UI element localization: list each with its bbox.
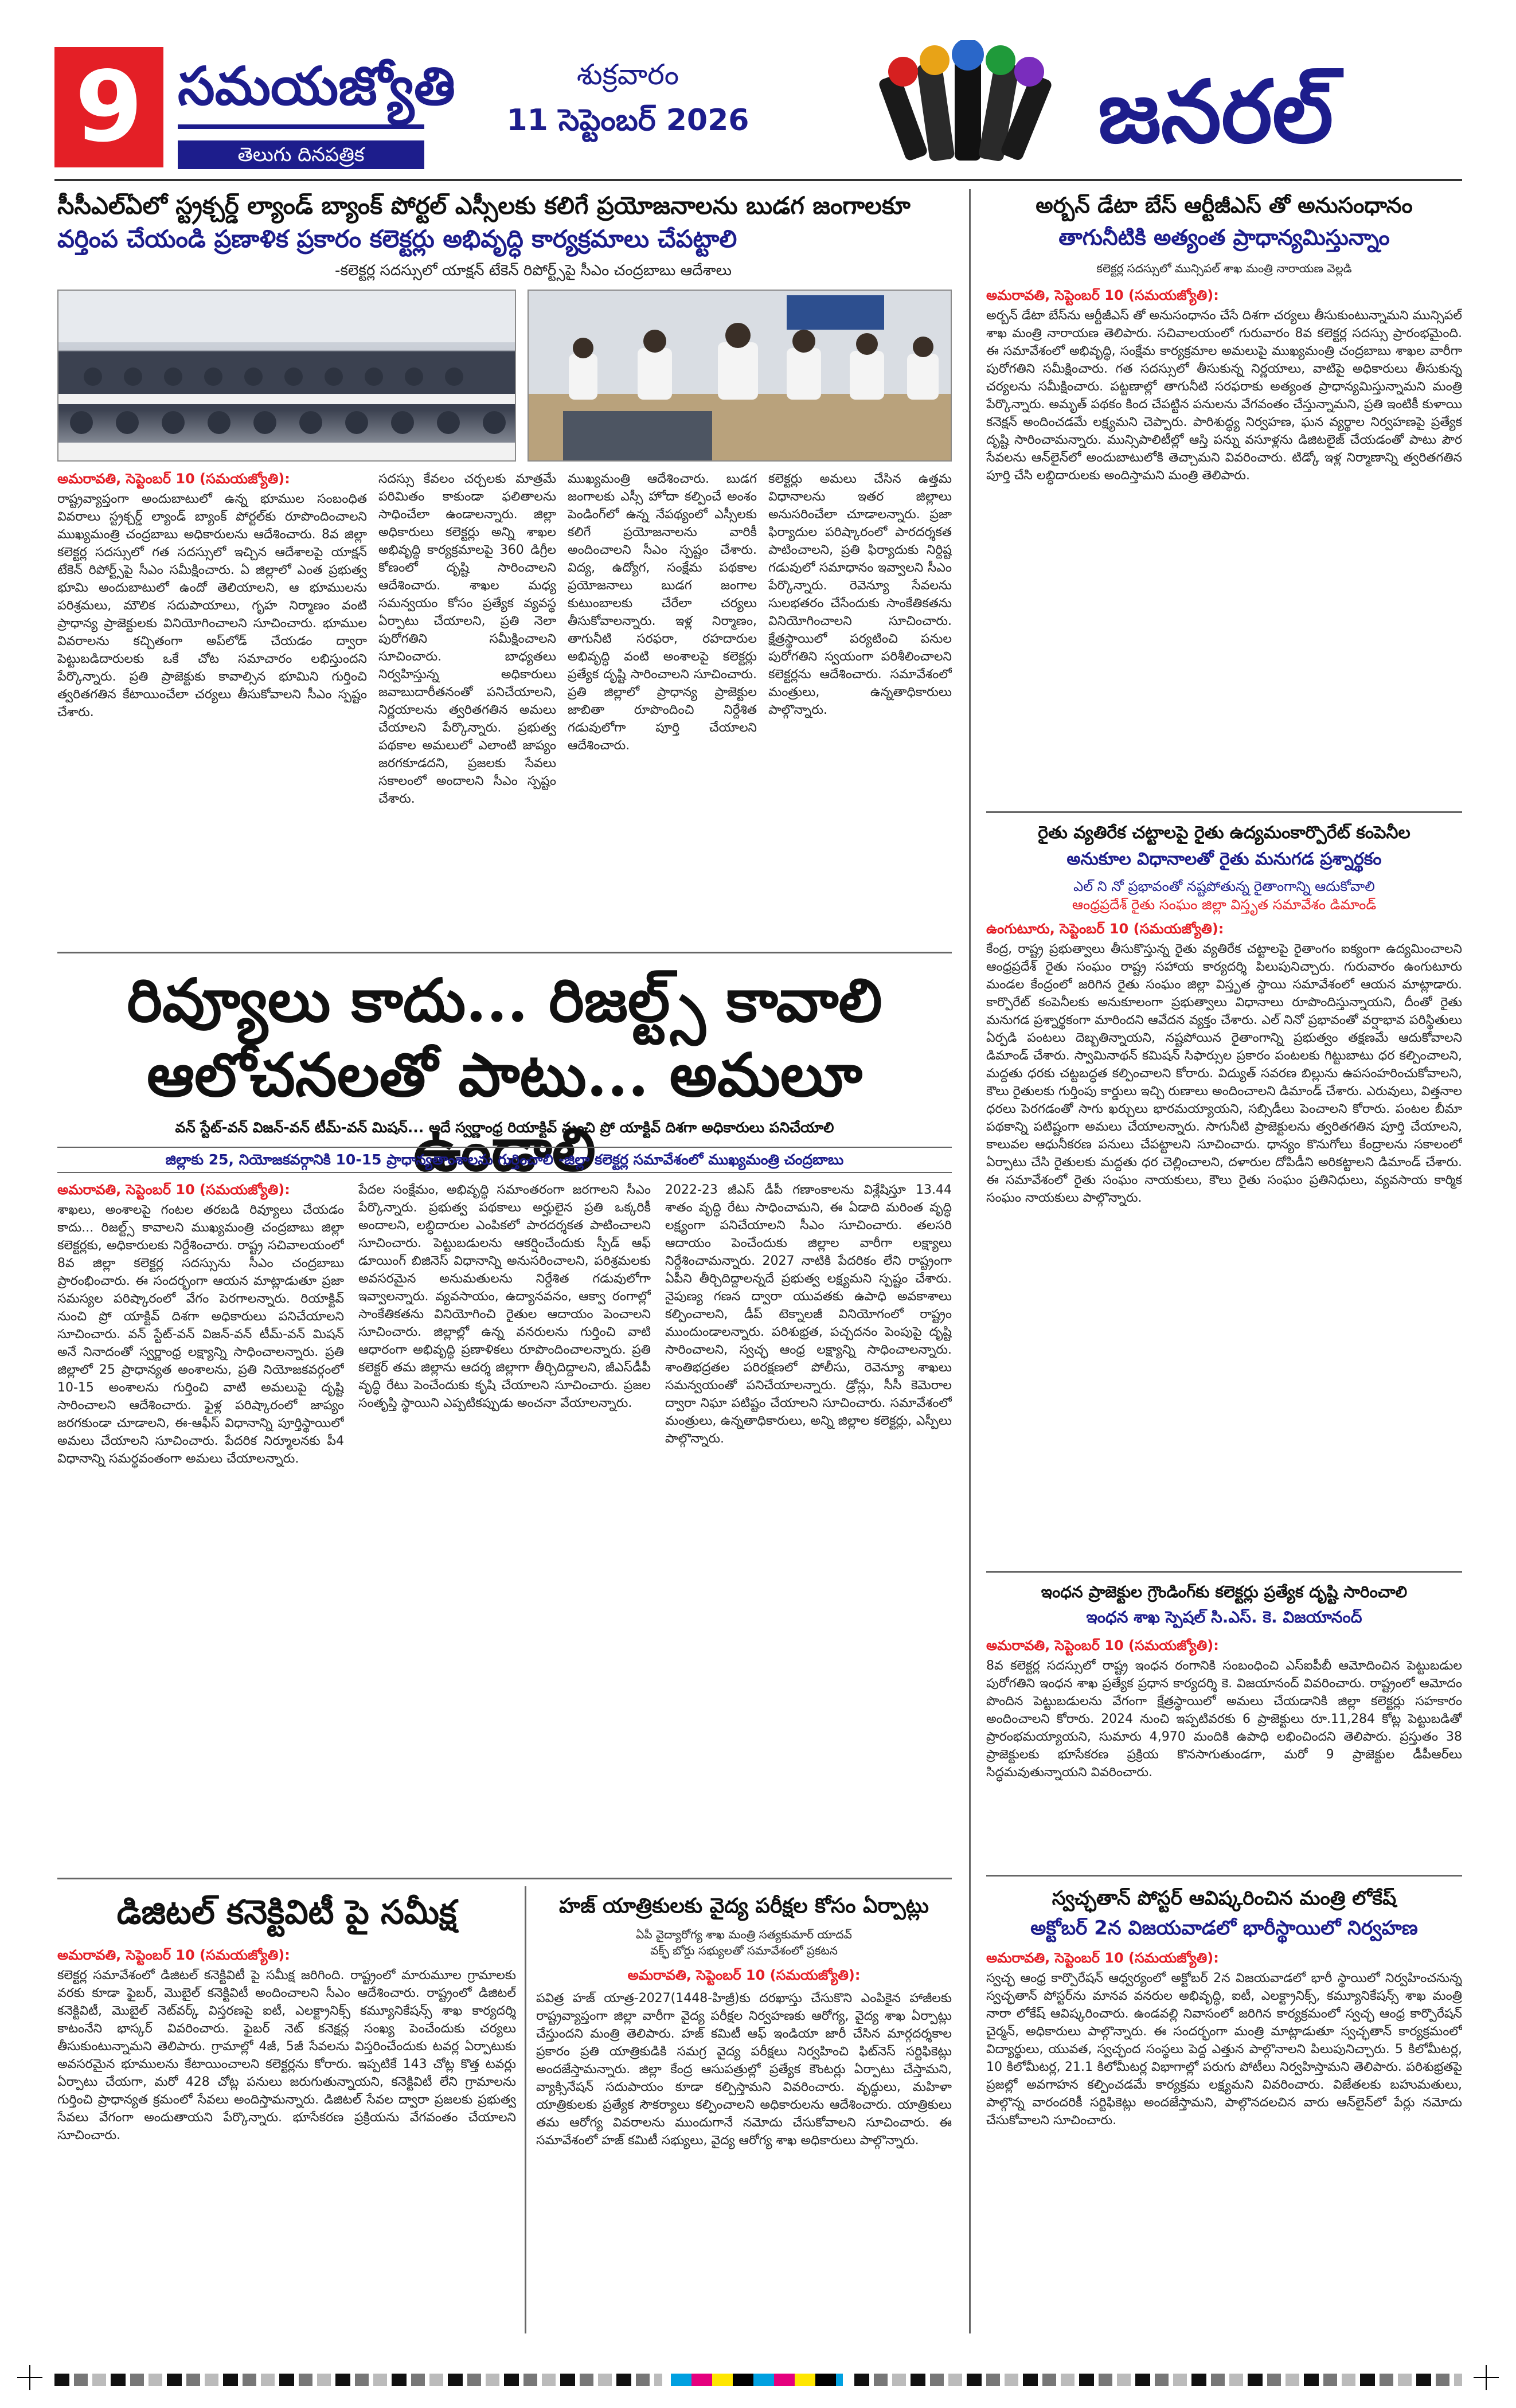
top-left-headline-line1: సీసీఎల్ఏలో స్ట్రక్చర్డ్ ల్యాండ్ బ్యాంక్ పోర్టల్ ఎస్సీలకు కలిగే ప్రయోజనాలను బుడగ జంగాలకూ	[57, 191, 911, 220]
microphones-logo-icon	[869, 40, 1058, 172]
right-rule-3	[986, 1875, 1462, 1877]
top-right-subhead: కలెక్టర్ల సదస్సులో మున్సిపల్ శాఖ మంత్రి నారాయణ వెల్లడి	[1096, 261, 1352, 275]
paper-name: సమయజ్యోతి	[178, 43, 424, 129]
right-middle-headline-line2: అనుకూల విధానాలతో రైతు మనుగడ ప్రశ్నార్థకం	[1066, 849, 1382, 869]
column-divider	[969, 189, 971, 2333]
right-energy-dateline: అమరావతి, సెప్టెంబర్ 10 (సమయజ్యోతి):	[986, 1637, 1219, 1653]
bottom-left-dateline: అమరావతి, సెప్టెంబర్ 10 (సమయజ్యోతి):	[57, 1947, 290, 1963]
bottom-column-divider	[525, 1886, 526, 2333]
bottom-left-body: కలెక్టర్ల సమావేశంలో డిజిటల్ కనెక్టివిటీ పై సమీక్ష జరిగింది. రాష్ట్రంలో మారుమూల గ్రామాలకు వరకు కూడా ఫైబర్, మొబైల్ కనెక్టివిటీ అందించాలని సీఎం ఆదేశించారు. రాష్ట్రంలో డిజిటల్ కనెక్టివిటీ, మొబైల్ నెట్‌వర్క్ విస్తరణపై ఐటీ, ఎలక్ట్రానిక్స్ కమ్యూనికేషన్స్ శాఖ కార్యదర్శి కాటంనేని భాస్కర్ వివరించారు. ఫైబర్ నెట్ కనెక్షన్ల సంఖ్య పెంచేందుకు చర్యలు తీసుకుంటున్నామని తెలిపారు. గ్రామాల్లో 4జీ, 5జీ సేవలను విస్తరించేందుకు టవర్ల ఏర్పాటుకు అవసరమైన భూములను కేటాయించాలని కలెక్టర్లను కోరారు. ఇప్పటికే 143 చోట్ల కొత్త టవర్లు ఏర్పాటు చేయగా, మరో 428 చోట్ల పనులు జరుగుతున్నాయని, కనెక్టివిటీ లేని గ్రామాలను గుర్తించి ప్రాధాన్యత క్రమంలో సేవలు అందిస్తామన్నారు. డిజిటల్ సేవల ద్వారా ప్రజలకు ప్రభుత్వ సేవలు వేగంగా అందుతాయని పేర్కొన్నారు. భూసేకరణ ప్రక్రియను వేగవంతం చేయాలని సూచించారు.	[57, 1968, 516, 2143]
top-left-body-col4: కలెక్టర్లు అమలు చేసిన ఉత్తమ విధానాలను ఇతర జిల్లాలు అనుసరించేలా చూడాలన్నారు. ప్రజా ఫిర్యాదుల పరిష్కారంలో పారదర్శకత పాటించాలని, ప్రతి ఫిర్యాదుకు నిర్దిష్ట గడువులో సమాధానం ఇవ్వాలని సీఎం పేర్కొన్నారు. రెవెన్యూ సేవలను సులభతరం చేసేందుకు సాంకేతికతను వినియోగించాలని సూచించారు. క్షేత్రస్థాయిలో పర్యటించి పనుల పురోగతిని స్వయంగా పరిశీలించాలని కలెక్టర్లను ఆదేశించారు. సమావేశంలో మంత్రులు, ఉన్నతాధికారులు పాల్గొన్నారు.	[768, 472, 952, 717]
right-bottom-headline-line2: అక్టోబర్ 2న విజయవాడలో భారీస్థాయిలో నిర్వహణ	[1030, 1917, 1418, 1940]
bottom-center-dateline: అమరావతి, సెప్టెంబర్ 10 (సమయజ్యోతి):	[627, 1967, 861, 1983]
right-energy-body: 8వ కలెక్టర్ల సదస్సులో రాష్ట్ర ఇంధన రంగానికి సంబంధించి ఎస్‌ఐపీబీ ఆమోదించిన పెట్టుబడుల పురోగతిని ఇంధన శాఖ ప్రత్యేక ప్రధాన కార్యదర్శి కె. విజయానంద్ వివరించారు. రాష్ట్రంలో ఆమోదం పొందిన పెట్టుబడులను వేగంగా క్షేత్రస్థాయిలో అమలు చేయడానికి జిల్లా కలెక్టర్లు సహకారం అందించాలని కోరారు. 2024 నుంచి ఇప్పటివరకు 6 ప్రాజెక్టులు రూ.11,284 కోట్ల పెట్టుబడితో ప్రారంభమయ్యాయని, సుమారు 4,970 మందికి ఉపాధి లభించిందని తెలిపారు. ప్రస్తుతం 38 ప్రాజెక్టులకు భూసేకరణ ప్రక్రియ కొనసాగుతుండగా, మరో 9 ప్రాజెక్టుల డీపీఆర్‌లు సిద్ధమవుతున్నాయని వివరించారు.	[986, 1659, 1462, 1780]
right-middle-subhead	[986, 877, 1462, 914]
top-right-dateline: అమరావతి, సెప్టెంబర్ 10 (సమయజ్యోతి):	[986, 287, 1219, 303]
color-calibration-bar-left	[54, 2374, 662, 2386]
top-left-subhead: -కలెక్టర్ల సదస్సులో యాక్షన్ టేకెన్ రిపోర్ట్స్‌పై సీఎం చంద్రబాబు ఆదేశాలు	[334, 262, 732, 279]
center-body-col1: శాఖలు, అంశాలపై గంటల తరబడి రివ్యూలు చేయడం కాదు... రిజల్ట్స్ కావాలని ముఖ్యమంత్రి చంద్రబాబు జిల్లా కలెక్టర్లకు, అధికారులకు నిర్దేశించారు. రాష్ట్ర సచివాలయంలో 8వ జిల్లా కలెక్టర్ల సదస్సును సీఎం చంద్రబాబు ప్రారంభించారు. ఈ సందర్భంగా ఆయన మాట్లాడుతూ ప్రజా సమస్యల పరిష్కారంలో వేగం పెరగాలన్నారు. రియాక్టివ్ నుంచి ప్రో యాక్టివ్ దిశగా అధికారులు పనిచేయాలని సూచించారు. వన్ స్టేట్-వన్ విజన్-వన్ టీమ్-వన్ మిషన్ అనే నినాదంతో స్వర్ణాంధ్ర లక్ష్యాన్ని సాధించాలన్నారు. ప్రతి జిల్లాలో 25 ప్రాధాన్యత అంశాలను, ప్రతి నియోజకవర్గంలో 10-15 అంశాలను గుర్తించి వాటి అమలుపై దృష్టి సారించాలని ఆదేశించారు. ఫైళ్ల పరిష్కారంలో జాప్యం జరగకుండా చూడాలని, ఈ-ఆఫీస్ విధానాన్ని పూర్తిస్థాయిలో అమలు చేయాలని సూచించారు. పేదరిక నిర్మూలనకు పీ4 విధానాన్ని సమర్థవంతంగా అమలు చేయాలన్నారు.	[57, 1203, 344, 1466]
bottom-center-headline: హజ్ యాత్రికులకు వైద్య పరీక్షల కోసం ఏర్పాట్లు	[559, 1894, 929, 1918]
banner-top-rule	[57, 952, 952, 953]
center-banner-subhead2: జిల్లాకు 25, నియోజకవర్గానికి 10-15 ప్రాధాన్యతాంశాలను గుర్తించాలి -జిల్లా కలెక్టర్ల సమావేశంలో ముఖ్యమంత్రి చంద్రబాబు	[57, 1147, 952, 1173]
right-bottom-headline	[986, 1883, 1462, 1943]
top-right-body: అర్బన్ డేటా బేస్‌ను ఆర్టీజీఎస్ తో అనుసంధానం చేసే దిశగా చర్యలు తీసుకుంటున్నామని మున్సిపల్ శాఖ మంత్రి నారాయణ తెలిపారు. సచివాలయంలో గురువారం 8వ కలెక్టర్ల సదస్సు ప్రారంభమైంది. ఈ సమావేశంలో అభివృద్ధి, సంక్షేమ కార్యక్రమాల అమలుపై ముఖ్యమంత్రి చంద్రబాబు శాఖల వారీగా పురోగతిని సమీక్షించారు. గత సదస్సులో తీసుకున్న నిర్ణయాలు, వాటిపై అధికారులు తీసుకున్న చర్యలను సమీక్షించారు. పట్టణాల్లో తాగునీటి సరఫరాకు అత్యంత ప్రాధాన్యమిస్తున్నామని మంత్రి పేర్కొన్నారు. అమృత్ పథకం కింద చేపట్టిన పనులను వేగవంతం చేస్తున్నామని, ప్రతి ఇంటికీ కుళాయి కనెక్షన్ అందించడమే లక్ష్యమని చెప్పారు. పారిశుద్ధ్య నిర్వహణ, ఘన వ్యర్థాల నిర్వహణపై ప్రత్యేక దృష్టి సారించామన్నారు. మున్సిపాలిటీల్లో ఆస్తి పన్ను వసూళ్లను డిజిటలైజ్ చేయడంతో పాటు పౌర సేవలను ఆన్‌లైన్‌లో అందుబాటులోకి తెచ్చామని వివరించారు. టిడ్కో ఇళ్ల నిర్మాణాన్ని త్వరితగతిన పూర్తి చేసి లబ్ధిదారులకు అందిస్తామని మంత్రి తెలిపారు.	[986, 308, 1462, 483]
top-left-headline	[57, 189, 952, 256]
right-bottom-body: స్వచ్ఛ ఆంధ్ర కార్పొరేషన్ ఆధ్వర్యంలో అక్టోబర్ 2న విజయవాడలో భారీ స్థాయిలో నిర్వహించనున్న స్వచ్ఛతాన్ పోస్టర్‌ను మానవ వనరుల అభివృద్ధి, ఐటీ, ఎలక్ట్రానిక్స్, కమ్యూనికేషన్స్ శాఖ మంత్రి నారా లోకేష్ ఆవిష్కరించారు. ఉండవల్లి నివాసంలో జరిగిన కార్యక్రమంలో స్వచ్ఛ ఆంధ్ర కార్పొరేషన్ చైర్మన్, అధికారులు పాల్గొన్నారు. ఈ సందర్భంగా మంత్రి మాట్లాడుతూ స్వచ్ఛతాన్ కార్యక్రమంలో విద్యార్థులు, యువత, స్వచ్ఛంద సంస్థలు పెద్ద ఎత్తున పాల్గొనాలని పిలుపునిచ్చారు. 5 కిలోమీటర్ల, 10 కిలోమీటర్ల, 21.1 కిలోమీటర్ల విభాగాల్లో పరుగు పోటీలు నిర్వహిస్తామని తెలిపారు. పరిశుభ్రతపై ప్రజల్లో అవగాహన కల్పించడమే కార్యక్రమ లక్ష్యమని వివరించారు. విజేతలకు బహుమతులు, పాల్గొన్న వారందరికీ సర్టిఫికెట్లు అందజేస్తామని, పాల్గొనదలచిన వారు ఆన్‌లైన్‌లో పేర్లు నమోదు చేసుకోవాలని సూచించారు.	[986, 1971, 1462, 2128]
top-right-headline	[986, 189, 1462, 253]
collectors-conference-photo-1	[57, 290, 516, 462]
center-body-col2: పేదల సంక్షేమం, అభివృద్ధి సమాంతరంగా జరగాలని సీఎం పేర్కొన్నారు. ప్రభుత్వ పథకాలు అర్హులైన ప్రతి ఒక్కరికీ అందాలని, లబ్ధిదారుల ఎంపికలో పారదర్శకత పాటించాలని సూచించారు. పెట్టుబడులను ఆకర్షించేందుకు స్పీడ్ ఆఫ్ డూయింగ్ బిజినెస్ విధానాన్ని అనుసరించాలని, పరిశ్రమలకు అవసరమైన అనుమతులను నిర్దేశిత గడువులోగా ఇవ్వాలన్నారు. వ్యవసాయం, ఉద్యానవనం, ఆక్వా రంగాల్లో సాంకేతికతను వినియోగించి రైతుల ఆదాయం పెంచాలని సూచించారు. జిల్లాల్లో ఉన్న వనరులను గుర్తించి వాటి ఆధారంగా అభివృద్ధి ప్రణాళికలు రూపొందించాలన్నారు. ప్రతి కలెక్టర్ తమ జిల్లాను ఆదర్శ జిల్లాగా తీర్చిదిద్దాలని, జీఎస్‌డీపీ వృద్ధి రేటు పెంచేందుకు కృషి చేయాలని సూచించారు. ప్రజల సంతృప్తి స్థాయిని ఎప్పటికప్పుడు అంచనా వేయాలన్నారు.	[358, 1183, 651, 1410]
paper-tagline: తెలుగు దినపత్రిక	[178, 140, 424, 169]
registration-mark-right-icon	[1474, 2365, 1499, 2390]
right-rule-2	[986, 1571, 1462, 1573]
bottom-center-subhead-line2: వక్ఫ్ బోర్డు సభ్యులతో సమావేశంలో ప్రకటన	[650, 1944, 838, 1957]
bottom-section-rule	[57, 1878, 952, 1879]
top-left-body-col3: ముఖ్యమంత్రి ఆదేశించారు. బుడగ జంగాలకు ఎస్సీ హోదా కల్పించే అంశం పెండింగ్‌లో ఉన్న నేపథ్యంలో ఎస్సీలకు కలిగే ప్రయోజనాలను వారికీ అందించాలని సీఎం స్పష్టం చేశారు. విద్య, ఉద్యోగ, సంక్షేమ పథకాల ప్రయోజనాలు బుడగ జంగాల కుటుంబాలకు చేరేలా చర్యలు తీసుకోవాలన్నారు. ఇళ్ల నిర్మాణం, తాగునీటి సరఫరా, రహదారుల అభివృద్ధి వంటి అంశాలపై కలెక్టర్లు ప్రత్యేక దృష్టి సారించాలని సూచించారు. ప్రతి జిల్లాలో ప్రాధాన్య ప్రాజెక్టుల జాబితా రూపొందించి నిర్దేశిత గడువులోగా పూర్తి చేయాలని ఆదేశించారు.	[568, 472, 757, 753]
top-left-dateline: అమరావతి, సెప్టెంబర్ 10 (సమయజ్యోతి):	[57, 471, 290, 487]
right-middle-dateline: ఉంగుటూరు, సెప్టెంబర్ 10 (సమయజ్యోతి):	[986, 921, 1224, 937]
bottom-center-subhead	[536, 1926, 952, 1959]
center-dateline: అమరావతి, సెప్టెంబర్ 10 (సమయజ్యోతి):	[57, 1182, 290, 1198]
date-day: శుక్రవారం	[576, 58, 679, 91]
bottom-center-subhead-line1: ఏపీ వైద్యారోగ్య శాఖ మంత్రి సత్యకుమార్ యాదవ్	[636, 1928, 852, 1941]
date-value: 11 సెప్టెంబర్ 2026	[506, 103, 749, 138]
color-calibration-bar-right	[854, 2374, 1462, 2386]
right-middle-body: కేంద్ర, రాష్ట్ర ప్రభుత్వాలు తీసుకొస్తున్న రైతు వ్యతిరేక చట్టాలపై రైతాంగం ఐక్యంగా ఉద్యమించాలని ఆంధ్రప్రదేశ్ రైతు సంఘం రాష్ట్ర సహాయ కార్యదర్శి పిలుపునిచ్చారు. గురువారం ఉంగుటూరు మండల కేంద్రంలో జరిగిన రైతు సంఘం జిల్లా విస్తృత స్థాయి సమావేశంలో ఆయన మాట్లాడారు. కార్పొరేట్ కంపెనీలకు అనుకూలంగా ప్రభుత్వాలు విధానాలు రూపొందిస్తున్నాయని, దీంతో రైతు మనుగడ ప్రశ్నార్థకంగా మారిందని ఆవేదన వ్యక్తం చేశారు. ఎల్ నినో ప్రభావంతో వర్షాభావ పరిస్థితులు ఏర్పడి పంటలు దెబ్బతిన్నాయని, నష్టపోయిన రైతాంగాన్ని ప్రభుత్వం తక్షణమే ఆదుకోవాలని డిమాండ్ చేశారు. స్వామినాథన్ కమిషన్ సిఫార్సుల ప్రకారం పంటలకు గిట్టుబాటు ధర కల్పించాలని, మద్దతు ధరకు చట్టబద్ధత కల్పించాలని కోరారు. విద్యుత్ సవరణ బిల్లును ఉపసంహరించుకోవాలని, కౌలు రైతులకు గుర్తింపు కార్డులు ఇచ్చి రుణాలు అందించాలని డిమాండ్ చేశారు. ఎరువులు, విత్తనాల ధరలు పెరగడంతో సాగు ఖర్చులు భారమయ్యాయని, సబ్సిడీలు పెంచాలని కోరారు. పంటల బీమా పథకాన్ని పటిష్టంగా అమలు చేయాలన్నారు. సాగునీటి ప్రాజెక్టులను త్వరితగతిన పూర్తి చేయాలని, కాలువల ఆధునీకరణ పనులు చేపట్టాలని సూచించారు. ధాన్యం కొనుగోలు కేంద్రాలను సకాలంలో ఏర్పాటు చేసి రైతులకు మద్దతు ధర చెల్లించాలని, దళారుల దోపిడీని అరికట్టాలని డిమాండ్ చేశారు. ఈ సమావేశంలో రైతు సంఘం నాయకులు, కౌలు రైతు సంఘం ప్రతినిధులు, వ్యవసాయ కార్మిక సంఘం నాయకులు పాల్గొన్నారు.	[986, 942, 1462, 1205]
masthead-rule	[54, 179, 1462, 181]
right-middle-headline	[986, 820, 1462, 873]
right-middle-subhead-line1: ఎల్ ని నో ప్రభావంతో నష్టపోతున్న రైతాంగాన్ని ఆదుకోవాలి	[1073, 878, 1375, 894]
top-right-headline-line1: అర్బన్ డేటా బేస్ ఆర్టీజీఎస్ తో అనుసంధానం	[1036, 193, 1413, 218]
page-number: 9	[54, 47, 163, 167]
right-bottom-headline-line1: స్వచ్ఛతాన్ పోస్టర్ ఆవిష్కరించిన మంత్రి లోకేష్	[1052, 1887, 1397, 1910]
top-left-headline-line2: వర్తింప చేయండి ప్రణాళిక ప్రకారం కలెక్టర్లు అభివృద్ధి కార్యక్రమాలు చేపట్టాలి	[57, 225, 737, 253]
center-body-col3: 2022-23 జీఎస్ డీపీ గణాంకాలను విశ్లేషిస్తూ 13.44 శాతం వృద్ధి రేటు సాధించామని, ఈ ఏడాది మరింత వృద్ధి లక్ష్యంగా పనిచేయాలని సీఎం సూచించారు. తలసరి ఆదాయం పెంచేందుకు జిల్లాల వారీగా లక్ష్యాలు నిర్దేశించామన్నారు. 2027 నాటికి పేదరికం లేని రాష్ట్రంగా ఏపీని తీర్చిదిద్దాలన్నదే ప్రభుత్వ లక్ష్యమని స్పష్టం చేశారు. నైపుణ్య గణన ద్వారా యువతకు ఉపాధి అవకాశాలు కల్పించాలని, డీప్ టెక్నాలజీ వినియోగంలో రాష్ట్రం ముందుండాలన్నారు. పరిశుభ్రత, పచ్చదనం పెంపుపై దృష్టి సారించాలని, స్వచ్ఛ ఆంధ్ర లక్ష్యాన్ని సాధించాలన్నారు. శాంతిభద్రతల పరిరక్షణలో పోలీసు, రెవెన్యూ శాఖలు సమన్వయంతో పనిచేయాలన్నారు. డ్రోన్లు, సీసీ కెమెరాల ద్వారా నిఘా పటిష్టం చేయాలని సూచించారు. సమావేశంలో మంత్రులు, ఉన్నతాధికారులు, అన్ని జిల్లాల కలెక్టర్లు, ఎస్పీలు పాల్గొన్నారు.	[665, 1183, 952, 1446]
right-middle-subhead-line2: ఆంధ్రప్రదేశ్ రైతు సంఘం జిల్లా విస్తృత సమావేశం డిమాండ్	[1072, 897, 1377, 913]
top-left-body-col1: రాష్ట్రవ్యాప్తంగా అందుబాటులో ఉన్న భూముల సంబంధిత వివరాలు స్ట్రక్చర్డ్ ల్యాండ్ బ్యాంక్ పోర్టల్‌కు రూపొందించాలని ముఖ్యమంత్రి చంద్రబాబు అధికారులను ఆదేశించారు. 8వ జిల్లా కలెక్టర్ల సదస్సులో గత సదస్సులో ఇచ్చిన ఆదేశాలపై యాక్షన్ టేకెన్ రిపోర్ట్స్‌పై సీఎం సమీక్షించారు. ఏ జిల్లాలో ఎంత ప్రభుత్వ భూమి అందుబాటులో ఉందో తెలియాలని, ఆ భూములను పరిశ్రమలు, మౌలిక సదుపాయాలు, గృహ నిర్మాణం వంటి ప్రాధాన్య ప్రాజెక్టులకు వినియోగించాలని సూచించారు. భూముల వివరాలను కచ్చితంగా అప్‌లోడ్ చేయడం ద్వారా పెట్టుబడిదారులకు ఒకే చోట సమాచారం లభిస్తుందని పేర్కొన్నారు. ప్రతి ప్రాజెక్టుకు కావాల్సిన భూమిని గుర్తించి త్వరితగతిన కేటాయించేలా చర్యలు తీసుకోవాలని సీఎం స్పష్టం చేశారు.	[57, 492, 367, 720]
date-block	[479, 52, 777, 161]
right-energy-headline-line2: ఇంధన శాఖ స్పెషల్ సి.ఎస్. కె. విజయానంద్	[1086, 1608, 1362, 1627]
bottom-left-headline: డిజిటల్ కనెక్టివిటీ పై సమీక్ష	[116, 1893, 457, 1932]
right-energy-headline-line1: ఇంధన ప్రాజెక్టుల గ్రౌండింగ్‌కు కలెక్టర్లు ప్రత్యేక దృష్టి సారించాలి	[1041, 1582, 1408, 1601]
center-banner-line1: రివ్యూలు కాదు... రిజల్ట్స్ కావాలి	[127, 965, 882, 1035]
bottom-center-body: పవిత్ర హజ్ యాత్ర-2027(1448-హిజ్రీ)కు దరఖాస్తు చేసుకొని ఎంపికైన హాజీలకు రాష్ట్రవ్యాప్తంగా జిల్లా వారీగా వైద్య పరీక్షల నిర్వహణకు ఆరోగ్య, వైద్య శాఖ ఏర్పాట్లు చేస్తుందని మంత్రి తెలిపారు. హజ్ కమిటీ ఆఫ్ ఇండియా జారీ చేసిన మార్గదర్శకాల ప్రకారం ప్రతి యాత్రికుడికి సమగ్ర వైద్య పరీక్షలు నిర్వహించి ఫిట్‌నెస్ సర్టిఫికెట్లు అందజేస్తామన్నారు. జిల్లా కేంద్ర ఆసుపత్రుల్లో ప్రత్యేక కౌంటర్లు ఏర్పాటు చేస్తామని, వ్యాక్సినేషన్ సదుపాయం కూడా కల్పిస్తామని వివరించారు. వృద్ధులు, మహిళా యాత్రికులకు ప్రత్యేక సౌకర్యాలు కల్పించాలని అధికారులను ఆదేశించారు. యాత్రికులు తమ ఆరోగ్య వివరాలను ముందుగానే నమోదు చేసుకోవాలని సూచించారు. ఈ సమావేశంలో హజ్ కమిటీ సభ్యులు, వైద్య ఆరోగ్య శాఖ అధికారులు పాల్గొన్నారు.	[536, 1991, 952, 2148]
right-rule-1	[986, 811, 1462, 813]
collectors-conference-photo-2	[528, 290, 952, 462]
top-right-headline-line2: తాగునీటికి అత్యంత ప్రాధాన్యమిస్తున్నాం	[1058, 225, 1390, 250]
right-middle-headline-line1: రైతు వ్యతిరేక చట్టాలపై రైతు ఉద్యమంకార్పొరేట్ కంపెనీల	[1038, 823, 1410, 843]
right-bottom-dateline: అమరావతి, సెప్టెంబర్ 10 (సమయజ్యోతి):	[986, 1950, 1219, 1966]
top-left-body-col2: సదస్సు కేవలం చర్చలకు మాత్రమే పరిమితం కాకుండా ఫలితాలను సాధించేలా ఉండాలన్నారు. జిల్లా అధికారులు కలెక్టర్లు అన్ని శాఖల అభివృద్ధి కార్యక్రమాలపై 360 డిగ్రీల కోణంలో దృష్టి సారించాలని ఆదేశించారు. శాఖల మధ్య సమన్వయం కోసం ప్రత్యేక వ్యవస్థ ఏర్పాటు చేయాలని, ప్రతి నెలా పురోగతిని సమీక్షించాలని సూచించారు. బాధ్యతలు నిర్వహిస్తున్న అధికారులు జవాబుదారీతనంతో పనిచేయాలని, నిర్ణయాలను త్వరితగతిన అమలు చేయాలని పేర్కొన్నారు. ప్రభుత్వ పథకాల అమలులో ఎలాంటి జాప్యం జరగకూడదని, ప్రజలకు సేవలు సకాలంలో అందాలని సీఎం స్పష్టం చేశారు.	[378, 472, 556, 806]
masthead	[54, 40, 1462, 175]
right-energy-headline	[986, 1580, 1462, 1630]
center-banner-subhead: వన్ స్టేట్-వన్ విజన్-వన్ టీమ్-వన్ మిషన్... అదే స్వర్ణాంధ్ర రియాక్టివ్ నుంచి ప్రో యాక్టివ్ దిశగా అధికారులు పనిచేయాలి	[175, 1119, 834, 1136]
section-title: జనరల్	[1098, 61, 1334, 162]
color-calibration-bar-center	[671, 2374, 843, 2386]
registration-mark-left-icon	[17, 2365, 42, 2390]
center-banner-line2: ఆలోచనలతో పాటు... అమలూ ఉండాలి	[146, 1039, 863, 1185]
